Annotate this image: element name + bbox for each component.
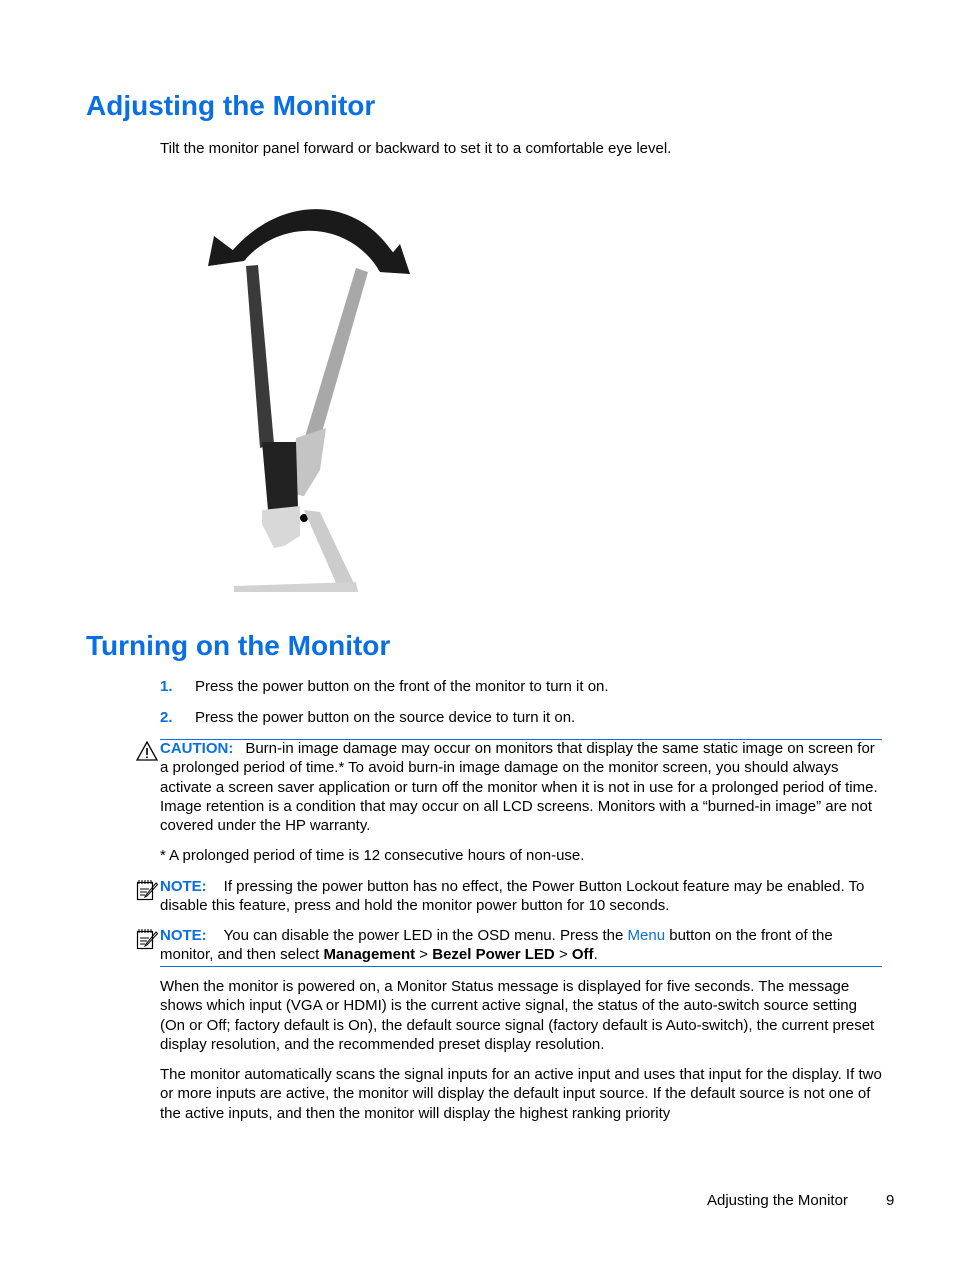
divider-bottom [160, 966, 882, 967]
note-pad-icon [136, 928, 158, 950]
input-scan-paragraph: The monitor automatically scans the signal inputs for an active input and uses that input for the display. If two or more inputs are active, the monitor will display the default input source. If the default source is not one of the active inputs, and then the monitor will display the highest ranking priority [160, 1066, 882, 1122]
menu-link[interactable]: Menu [627, 927, 666, 944]
tilt-arrow-icon [208, 209, 410, 274]
note-text-middle: button on the front of the monitor, and then select [160, 927, 833, 964]
step-text: Press the power button on the source device to turn it on. [195, 709, 576, 726]
adjusting-intro: Tilt the monitor panel forward or backward to set it to a comfortable eye level. [160, 140, 672, 157]
note-pad-icon [136, 879, 158, 901]
note-label: NOTE: [160, 878, 207, 895]
note-block-1 [160, 877, 882, 916]
caution-text: Burn-in image damage may occur on monitors that display the same static image on screen for a prolonged period of time.* To avoid burn-in image damage on the monitor screen, you should always activate a screen saver application or turn off the monitor when it is not in use for a prolonged period of time. Image retention is a condition that may occur on all LCD screens. Monitors with a “burned-in image” are not covered under the HP warranty. [160, 740, 878, 835]
note-text-before: You can disable the power LED in the OSD menu. Press the [223, 927, 624, 944]
heading-turning-on-monitor: Turning on the Monitor [86, 630, 391, 661]
note-text: If pressing the power button has no effect, the Power Button Lockout feature may be enabled. To disable this feature, press and hold the monitor power button for 10 seconds. [160, 878, 865, 915]
caution-label: CAUTION: [160, 740, 234, 757]
note-block-2 [160, 926, 882, 965]
bezel-power-led-label: Bezel Power LED [432, 946, 555, 964]
caution-block [160, 739, 882, 835]
management-label: Management [323, 946, 416, 964]
heading-adjusting-monitor: Adjusting the Monitor [86, 90, 376, 121]
separator: > [558, 946, 568, 964]
period: . [593, 946, 598, 964]
monitor-status-paragraph: When the monitor is powered on, a Monitor Status message is displayed for five seconds. The message shows which input (VGA or HDMI) is the current active signal, the status of the auto-switch source setting (On or Off; factory default is On), the default source signal (factory default is Auto-switch), the current preset display resolution, and the recommended preset display resolution. [160, 978, 875, 1053]
page-number: 9 [886, 1192, 895, 1209]
step-number: 2. [160, 709, 173, 726]
monitor-tilt-illustration [200, 188, 420, 598]
step-text: Press the power button on the front of the monitor to turn it on. [195, 678, 609, 695]
warning-triangle-icon [136, 741, 158, 761]
step-number: 1. [160, 678, 173, 695]
note-label: NOTE: [160, 927, 207, 944]
caution-footnote: * A prolonged period of time is 12 consecutive hours of non-use. [160, 847, 585, 864]
separator: > [419, 946, 429, 964]
footer-section-title: Adjusting the Monitor [707, 1192, 848, 1209]
off-label: Off [571, 946, 594, 964]
